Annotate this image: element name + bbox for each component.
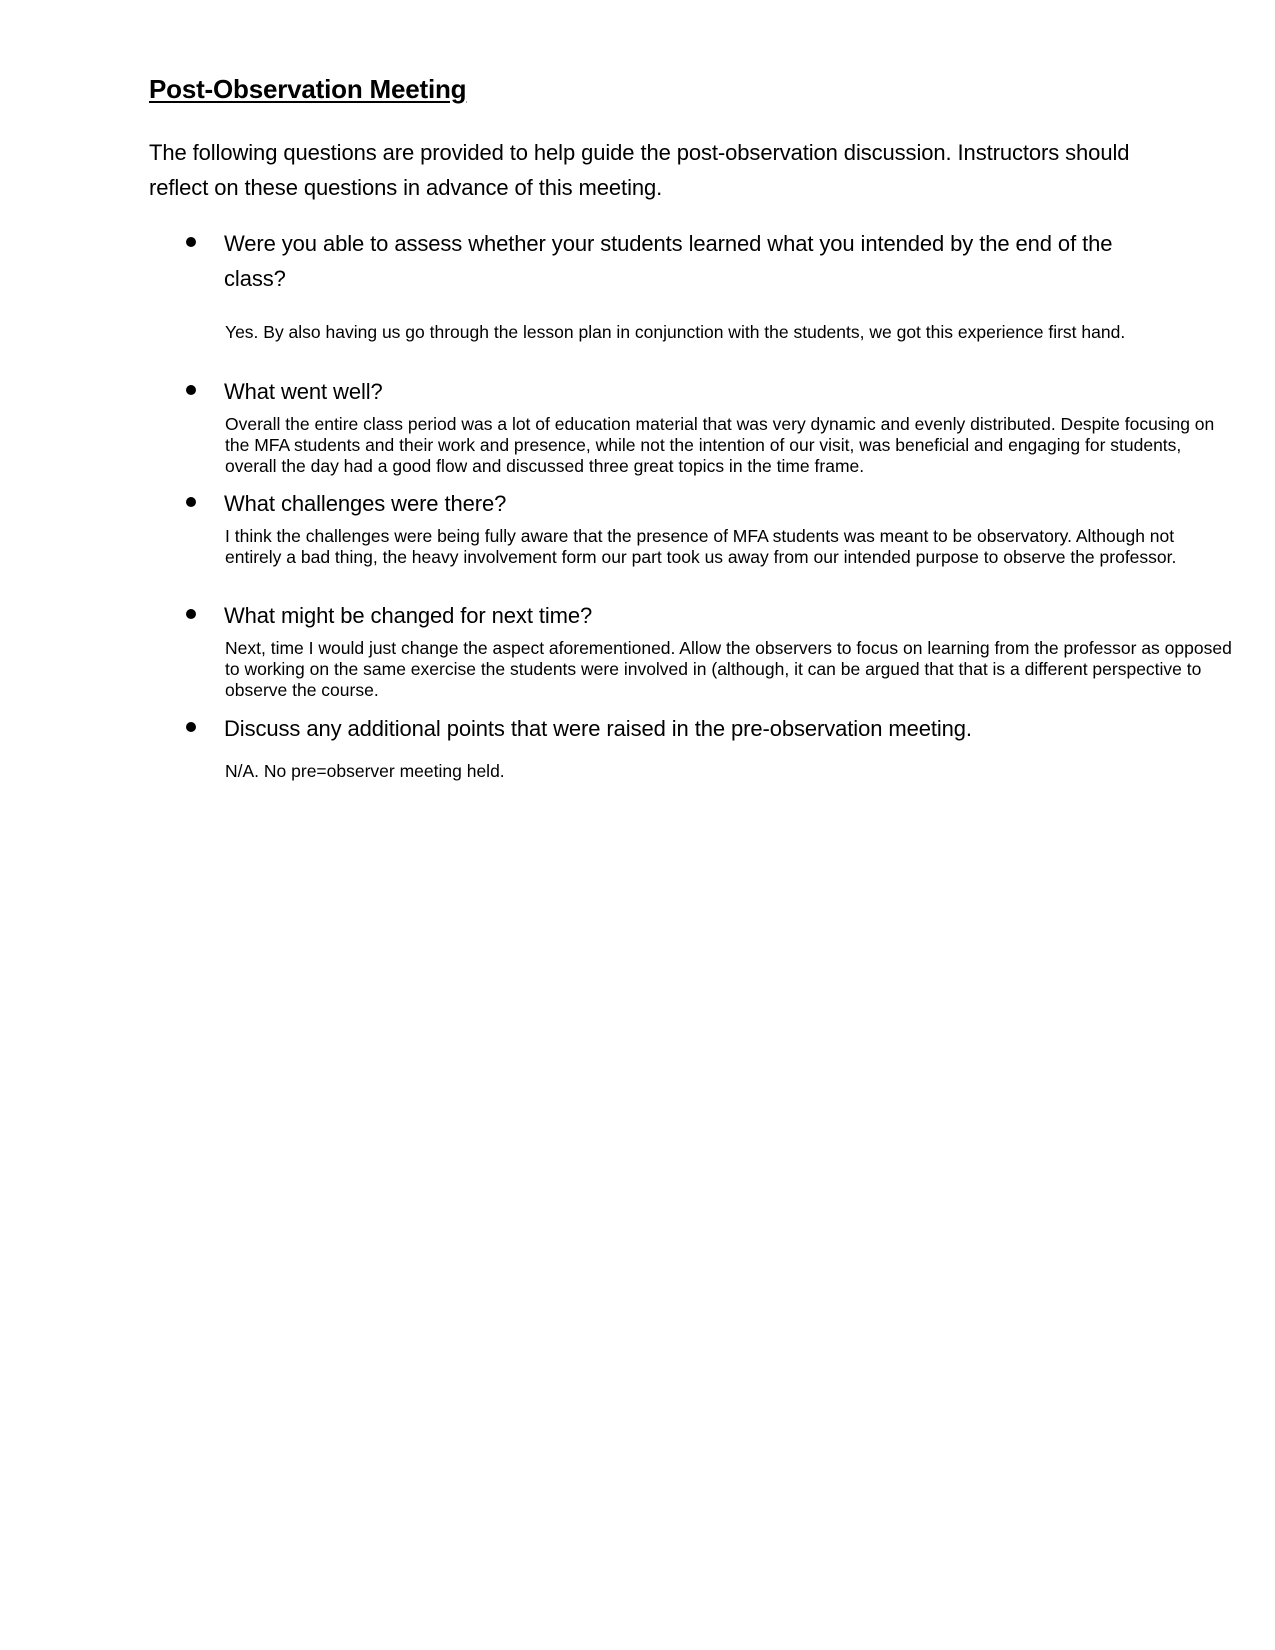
question-text: What challenges were there? [224, 491, 507, 516]
bullet-icon [186, 722, 196, 732]
bullet-icon [186, 385, 196, 395]
answer-text: Next, time I would just change the aspect aforementioned. Allow the observers to focus on learning from the professor as opposed to working on the same exercise the students were involved in (although, it can be argued that that is a different perspective to observe the course. [225, 638, 1232, 700]
question-text: What might be changed for next time? [224, 603, 593, 628]
question-text: What went well? [224, 379, 383, 404]
question-text: Discuss any additional points that were raised in the pre-observation meeting. [224, 716, 972, 741]
bullet-icon [186, 497, 196, 507]
answer-text: Overall the entire class period was a lot of education material that was very dynamic and evenly distributed. Despite focusing on the MFA students and their work and presence, while not the intention of our visit, was beneficial and engaging for students, overall the day had a good flow and discussed three great topics in the time frame. [225, 414, 1215, 476]
intro-paragraph: The following questions are provided to help guide the post-observation discussion. Instructors should reflect on these questions in advance of this meeting. [149, 140, 1130, 200]
answer-text: N/A. No pre=observer meeting held. [225, 761, 505, 781]
answer-text: Yes. By also having us go through the lesson plan in conjunction with the students, we got this experience first hand. [225, 322, 1126, 342]
bullet-icon [186, 237, 196, 247]
answer-text: I think the challenges were being fully aware that the presence of MFA students was meant to be observatory. Although not entirely a bad thing, the heavy involvement form our part took us away from our intended purpose to observe the professor. [225, 526, 1177, 567]
bullet-icon [186, 609, 196, 619]
question-text: Were you able to assess whether your students learned what you intended by the end of the class? [224, 231, 1113, 291]
page-title: Post-Observation Meeting [149, 74, 467, 104]
